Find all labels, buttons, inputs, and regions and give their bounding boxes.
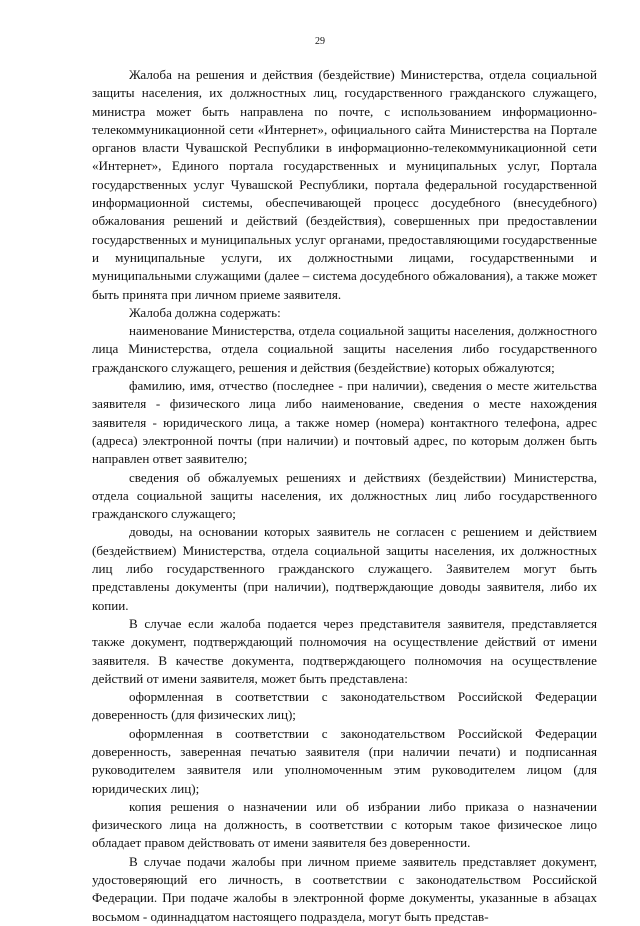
paragraph-item-appointment-copy: копия решения о назначении или об избрании либо приказа о назначении физического лица на должность, в соответствии с которым такое физическое лицо обладает правом действовать от имени заявителя без доверенности. (92, 798, 597, 851)
paragraph-item-applicant-details: фамилию, имя, отчество (последнее - при наличии), сведения о месте жительства заявителя - физического лица либо наименование, сведения о месте нахождения заявителя - юридического лица, а также номер (номера) контактного телефона, адрес (адреса) электронной почты (при наличии) и почтовый адрес, по которым должен быть направлен ответ заявителю; (92, 378, 597, 467)
paragraph-complaint-channels: Жалоба на решения и действия (бездействие) Министерства, отдела социальной защиты населения, их должностных лиц, государственного гражданского служащего, министра может быть направлена по почте, с использованием информационно-телекоммуникационной сети «Интернет», официального сайта Министерства на Портале органов власти Чувашской Республики в информационно-телекоммуникационной сети «Интернет», Единого портала государственных и муниципальных услуг, Портала государственных услуг Чувашской Республики, портала федеральной государственной информационной системы, обеспечивающей процесс досудебного (внесудебного) обжалования решений и действий (бездействия), совершенных при предоставлении государственных и муниципальных услуг органами, предоставляющими государственные и муниципальные услуги, их должностными лицами, государственными и муниципальными служащими (далее – система досудебного обжалования), а также может быть принята при личном приеме заявителя. (92, 67, 597, 302)
document-body (92, 66, 597, 926)
paragraph-item-arguments: доводы, на основании которых заявитель не согласен с решением и действием (бездействием) Министерства, отдела социальной защиты населения, их должностных лиц либо государственного гражданского служащего. Заявителем могут быть представлены документы (при наличии), подтверждающие доводы заявителя, либо их копии. (92, 524, 597, 613)
paragraph-item-power-of-attorney-individual: оформленная в соответствии с законодательством Российской Федерации доверенность (для физических лиц); (92, 689, 597, 723)
paragraph-item-power-of-attorney-legal: оформленная в соответствии с законодательством Российской Федерации доверенность, заверенная печатью заявителя (при наличии печати) и подписанная руководителем заявителя или уполномоченным этим руководителем лицом (для юридических лиц); (92, 725, 597, 796)
paragraph-representative: В случае если жалоба подается через представителя заявителя, представляется также документ, подтверждающий полномочия на осуществление действий от имени заявителя. В качестве документа, подтверждающего полномочия на осуществление действий от имени заявителя, может быть представлена: (92, 615, 597, 686)
page-number: 29 (315, 36, 325, 47)
paragraph-item-appealed-decisions: сведения об обжалуемых решениях и действиях (бездействии) Министерства, отдела социальной защиты населения, их должностных лиц либо государственного гражданского служащего; (92, 469, 597, 522)
paragraph-item-name-of-body: наименование Министерства, отдела социальной защиты населения, должностного лица Министерства, отдела социальной защиты населения либо государственного гражданского служащего, решения и действия (бездействие) которых обжалуются; (92, 323, 597, 375)
paragraph-complaint-contents-intro: Жалоба должна содержать: (129, 304, 281, 320)
paragraph-personal-reception: В случае подачи жалобы при личном приеме заявитель представляет документ, удостоверяющий его личность, в соответствии с законодательством Российской Федерации. При подаче жалобы в электронной форме документы, указанные в абзацах восьмом - одиннадцатом настоящего подраздела, могут быть представ- (92, 853, 597, 924)
